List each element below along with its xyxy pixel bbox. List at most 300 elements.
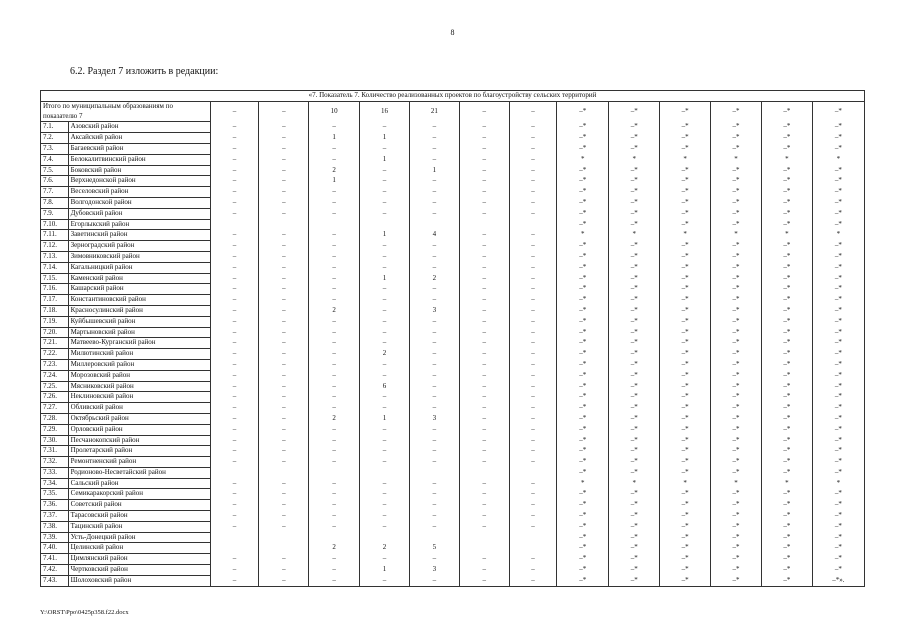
- value-cell: –: [459, 413, 509, 424]
- value-cell: –: [309, 154, 360, 165]
- value-cell: –: [259, 187, 309, 198]
- row-name: Кашарский район: [68, 284, 210, 295]
- value-cell: –*: [557, 176, 609, 187]
- value-cell: [259, 532, 309, 543]
- table-row: [41, 295, 865, 306]
- value-cell: –*: [812, 197, 864, 208]
- value-cell: –*: [609, 338, 660, 349]
- value-cell: 21: [409, 101, 459, 122]
- row-name: Тацинский район: [68, 521, 210, 532]
- value-cell: *: [812, 230, 864, 241]
- row-name: Шолоховский район: [68, 575, 210, 586]
- value-cell: –*: [557, 251, 609, 262]
- value-cell: –*: [812, 327, 864, 338]
- value-cell: –: [309, 241, 360, 252]
- value-cell: *: [761, 230, 812, 241]
- value-cell: –: [360, 370, 410, 381]
- row-code: 7.38.: [41, 521, 69, 532]
- value-cell: –: [409, 197, 459, 208]
- value-cell: –: [409, 457, 459, 468]
- value-cell: *: [711, 154, 762, 165]
- table-row: [41, 467, 865, 478]
- value-cell: –*: [761, 554, 812, 565]
- value-cell: –*: [761, 543, 812, 554]
- value-cell: –: [509, 575, 557, 586]
- value-cell: –*: [660, 284, 711, 295]
- value-cell: –*: [609, 381, 660, 392]
- value-cell: –: [509, 208, 557, 219]
- value-cell: –: [210, 478, 259, 489]
- value-cell: –: [309, 208, 360, 219]
- row-name: Усть-Донецкий район: [68, 532, 210, 543]
- value-cell: –*: [711, 457, 762, 468]
- value-cell: –: [509, 295, 557, 306]
- row-name: Белокалитвинский район: [68, 154, 210, 165]
- section-heading: 6.2. Раздел 7 изложить в редакции:: [70, 66, 219, 77]
- value-cell: [409, 467, 459, 478]
- row-code: 7.43.: [41, 575, 69, 586]
- value-cell: –*: [609, 176, 660, 187]
- value-cell: –*: [812, 554, 864, 565]
- value-cell: –: [459, 154, 509, 165]
- value-cell: –*: [557, 165, 609, 176]
- value-cell: –*: [609, 305, 660, 316]
- value-cell: [210, 467, 259, 478]
- value-cell: –*: [761, 176, 812, 187]
- row-name: Матвеево-Курганский район: [68, 338, 210, 349]
- table-row: [41, 532, 865, 543]
- value-cell: –: [459, 133, 509, 144]
- value-cell: –*: [557, 316, 609, 327]
- value-cell: –: [459, 327, 509, 338]
- value-cell: *: [609, 154, 660, 165]
- row-code: 7.14.: [41, 262, 69, 273]
- value-cell: –: [309, 370, 360, 381]
- row-code: 7.16.: [41, 284, 69, 295]
- value-cell: –: [360, 251, 410, 262]
- value-cell: –*: [609, 370, 660, 381]
- value-cell: –: [210, 251, 259, 262]
- value-cell: –*: [557, 187, 609, 198]
- value-cell: –: [509, 101, 557, 122]
- row-name: Кагальницкий район: [68, 262, 210, 273]
- value-cell: –: [259, 478, 309, 489]
- value-cell: *: [557, 478, 609, 489]
- value-cell: –*: [660, 219, 711, 230]
- value-cell: –*: [609, 424, 660, 435]
- table-row: [41, 521, 865, 532]
- value-cell: –: [259, 403, 309, 414]
- value-cell: –*: [812, 500, 864, 511]
- value-cell: –: [459, 251, 509, 262]
- value-cell: –: [259, 575, 309, 586]
- value-cell: –: [459, 316, 509, 327]
- value-cell: –: [360, 457, 410, 468]
- value-cell: –: [509, 446, 557, 457]
- value-cell: –*: [812, 403, 864, 414]
- value-cell: –: [210, 554, 259, 565]
- value-cell: –*: [812, 565, 864, 576]
- value-cell: –: [259, 500, 309, 511]
- value-cell: 1: [360, 273, 410, 284]
- value-cell: –: [509, 403, 557, 414]
- row-name: Боковский район: [68, 165, 210, 176]
- row-code: 7.2.: [41, 133, 69, 144]
- row-name: Зерноградский район: [68, 241, 210, 252]
- value-cell: [409, 532, 459, 543]
- row-code: 7.13.: [41, 251, 69, 262]
- value-cell: –*: [761, 413, 812, 424]
- value-cell: [459, 219, 509, 230]
- row-code: 7.21.: [41, 338, 69, 349]
- value-cell: –*: [557, 424, 609, 435]
- value-cell: –*: [711, 327, 762, 338]
- value-cell: –: [210, 262, 259, 273]
- value-cell: –*: [761, 381, 812, 392]
- table-row: [41, 500, 865, 511]
- table-row: [41, 165, 865, 176]
- value-cell: –: [409, 187, 459, 198]
- value-cell: –*: [609, 467, 660, 478]
- value-cell: –*: [660, 165, 711, 176]
- table-row: [41, 554, 865, 565]
- value-cell: 1: [360, 565, 410, 576]
- value-cell: –*: [609, 316, 660, 327]
- value-cell: –*: [660, 208, 711, 219]
- value-cell: –: [459, 457, 509, 468]
- table-row: [41, 133, 865, 144]
- value-cell: –*: [711, 338, 762, 349]
- value-cell: –: [360, 575, 410, 586]
- value-cell: –: [360, 241, 410, 252]
- value-cell: –: [360, 197, 410, 208]
- value-cell: –*: [711, 532, 762, 543]
- value-cell: –*: [609, 575, 660, 586]
- value-cell: 1: [309, 176, 360, 187]
- value-cell: –: [509, 273, 557, 284]
- table-row: [41, 273, 865, 284]
- row-code: 7.10.: [41, 219, 69, 230]
- value-cell: *: [711, 230, 762, 241]
- value-cell: –*: [557, 457, 609, 468]
- value-cell: –: [309, 262, 360, 273]
- value-cell: –: [259, 295, 309, 306]
- value-cell: [360, 467, 410, 478]
- value-cell: –: [409, 241, 459, 252]
- value-cell: –: [459, 424, 509, 435]
- value-cell: –: [509, 143, 557, 154]
- value-cell: –*: [660, 349, 711, 360]
- value-cell: 3: [409, 413, 459, 424]
- value-cell: –: [360, 176, 410, 187]
- value-cell: –: [509, 241, 557, 252]
- row-name: Аксайский район: [68, 133, 210, 144]
- value-cell: –*: [557, 338, 609, 349]
- value-cell: –*: [609, 187, 660, 198]
- value-cell: [210, 219, 259, 230]
- value-cell: –: [309, 575, 360, 586]
- value-cell: –*: [609, 241, 660, 252]
- value-cell: [509, 467, 557, 478]
- value-cell: –*: [660, 338, 711, 349]
- value-cell: –: [459, 122, 509, 133]
- value-cell: 2: [309, 413, 360, 424]
- value-cell: –: [409, 154, 459, 165]
- value-cell: –*: [711, 143, 762, 154]
- value-cell: –: [210, 338, 259, 349]
- value-cell: –: [309, 273, 360, 284]
- value-cell: –: [259, 565, 309, 576]
- value-cell: –: [210, 143, 259, 154]
- table-row: [41, 370, 865, 381]
- value-cell: –: [360, 359, 410, 370]
- value-cell: –*: [660, 403, 711, 414]
- value-cell: –*: [761, 284, 812, 295]
- value-cell: –*: [812, 284, 864, 295]
- value-cell: –*: [761, 392, 812, 403]
- value-cell: –*: [609, 327, 660, 338]
- table-row: [41, 154, 865, 165]
- value-cell: –: [309, 565, 360, 576]
- value-cell: –*: [812, 101, 864, 122]
- value-cell: –: [409, 143, 459, 154]
- value-cell: –*: [711, 133, 762, 144]
- value-cell: –: [259, 327, 309, 338]
- value-cell: –: [360, 165, 410, 176]
- value-cell: –*: [711, 370, 762, 381]
- value-cell: –*: [812, 316, 864, 327]
- value-cell: [259, 467, 309, 478]
- value-cell: –: [210, 101, 259, 122]
- value-cell: *: [609, 230, 660, 241]
- value-cell: –: [509, 316, 557, 327]
- value-cell: –: [509, 154, 557, 165]
- value-cell: –*: [557, 359, 609, 370]
- value-cell: –*: [609, 392, 660, 403]
- table-row: [41, 305, 865, 316]
- value-cell: –: [459, 143, 509, 154]
- row-name: Обливский район: [68, 403, 210, 414]
- value-cell: *: [660, 478, 711, 489]
- row-name: Цимлянский район: [68, 554, 210, 565]
- value-cell: –*: [557, 500, 609, 511]
- table-row: [41, 381, 865, 392]
- table-row: [41, 424, 865, 435]
- table-row: [41, 241, 865, 252]
- row-code: 7.41.: [41, 554, 69, 565]
- row-name: Егорлыкский район: [68, 219, 210, 230]
- row-name: Целинский район: [68, 543, 210, 554]
- value-cell: –*: [711, 489, 762, 500]
- value-cell: –: [259, 284, 309, 295]
- value-cell: –*: [557, 413, 609, 424]
- value-cell: –*: [711, 554, 762, 565]
- table-row: [41, 143, 865, 154]
- value-cell: –: [360, 327, 410, 338]
- table-row: [41, 478, 865, 489]
- value-cell: –: [309, 230, 360, 241]
- value-cell: –: [459, 208, 509, 219]
- row-code: 7.5.: [41, 165, 69, 176]
- value-cell: –*: [711, 262, 762, 273]
- value-cell: –*: [761, 489, 812, 500]
- value-cell: –: [259, 392, 309, 403]
- value-cell: 1: [409, 165, 459, 176]
- row-code: 7.3.: [41, 143, 69, 154]
- value-cell: –*: [761, 500, 812, 511]
- value-cell: –: [459, 305, 509, 316]
- table-row: [41, 338, 865, 349]
- value-cell: –: [309, 197, 360, 208]
- value-cell: –: [509, 349, 557, 360]
- value-cell: –*: [557, 133, 609, 144]
- row-code: 7.28.: [41, 413, 69, 424]
- value-cell: –: [259, 230, 309, 241]
- value-cell: *: [761, 154, 812, 165]
- row-name: Родионово-Несветайский район: [68, 467, 210, 478]
- value-cell: –*: [761, 370, 812, 381]
- value-cell: *: [812, 154, 864, 165]
- row-name: Морозовский район: [68, 370, 210, 381]
- value-cell: –*: [812, 338, 864, 349]
- value-cell: –*: [711, 349, 762, 360]
- value-cell: –: [509, 251, 557, 262]
- value-cell: –: [459, 489, 509, 500]
- value-cell: –: [259, 251, 309, 262]
- value-cell: –*: [609, 295, 660, 306]
- value-cell: 2: [309, 543, 360, 554]
- value-cell: –*: [812, 208, 864, 219]
- value-cell: –: [259, 338, 309, 349]
- value-cell: –*: [557, 392, 609, 403]
- value-cell: –*: [711, 500, 762, 511]
- value-cell: –: [309, 403, 360, 414]
- value-cell: –*: [711, 187, 762, 198]
- value-cell: –*: [761, 187, 812, 198]
- table-row: [41, 176, 865, 187]
- value-cell: –: [259, 241, 309, 252]
- value-cell: –*: [660, 457, 711, 468]
- value-cell: –: [360, 295, 410, 306]
- value-cell: –: [409, 176, 459, 187]
- value-cell: –*: [711, 295, 762, 306]
- value-cell: –: [210, 381, 259, 392]
- value-cell: –*: [660, 187, 711, 198]
- value-cell: –*: [812, 435, 864, 446]
- value-cell: –: [210, 413, 259, 424]
- value-cell: –: [360, 403, 410, 414]
- value-cell: –*: [812, 424, 864, 435]
- value-cell: –*: [609, 122, 660, 133]
- row-code: 7.19.: [41, 316, 69, 327]
- value-cell: –*: [609, 197, 660, 208]
- value-cell: –: [459, 197, 509, 208]
- indicator-table: [40, 90, 865, 587]
- value-cell: –: [210, 457, 259, 468]
- value-cell: *: [711, 478, 762, 489]
- value-cell: –: [360, 122, 410, 133]
- value-cell: –: [309, 457, 360, 468]
- value-cell: –: [509, 165, 557, 176]
- table-row: [41, 262, 865, 273]
- value-cell: 16: [360, 101, 410, 122]
- value-cell: 3: [409, 565, 459, 576]
- value-cell: –: [309, 500, 360, 511]
- value-cell: –: [259, 413, 309, 424]
- row-name: Неклиновский район: [68, 392, 210, 403]
- value-cell: –*: [609, 521, 660, 532]
- value-cell: –: [459, 392, 509, 403]
- value-cell: –*».: [812, 575, 864, 586]
- table-row: [41, 446, 865, 457]
- value-cell: –*: [660, 316, 711, 327]
- value-cell: –: [509, 424, 557, 435]
- value-cell: [210, 543, 259, 554]
- value-cell: –: [360, 208, 410, 219]
- table-row: [41, 511, 865, 522]
- value-cell: –*: [812, 511, 864, 522]
- value-cell: –*: [711, 543, 762, 554]
- value-cell: –*: [557, 197, 609, 208]
- value-cell: –: [210, 511, 259, 522]
- row-name: Константиновский район: [68, 295, 210, 306]
- value-cell: –*: [812, 392, 864, 403]
- value-cell: –*: [711, 392, 762, 403]
- table-row: [41, 413, 865, 424]
- value-cell: 2: [409, 273, 459, 284]
- value-cell: –*: [812, 457, 864, 468]
- row-name: Пролетарский район: [68, 446, 210, 457]
- row-code: 7.36.: [41, 500, 69, 511]
- value-cell: 1: [360, 133, 410, 144]
- row-name: Орловский район: [68, 424, 210, 435]
- value-cell: –*: [812, 370, 864, 381]
- value-cell: –*: [557, 565, 609, 576]
- value-cell: 4: [409, 230, 459, 241]
- value-cell: –*: [660, 446, 711, 457]
- value-cell: 5: [409, 543, 459, 554]
- value-cell: –*: [761, 165, 812, 176]
- value-cell: –*: [711, 176, 762, 187]
- value-cell: –*: [812, 489, 864, 500]
- value-cell: –: [459, 338, 509, 349]
- value-cell: –: [210, 154, 259, 165]
- value-cell: –: [459, 359, 509, 370]
- value-cell: –*: [711, 413, 762, 424]
- value-cell: –: [459, 187, 509, 198]
- page-number: 8: [450, 28, 455, 37]
- value-cell: –: [409, 327, 459, 338]
- table-row: [41, 251, 865, 262]
- value-cell: –*: [557, 575, 609, 586]
- value-cell: –*: [557, 208, 609, 219]
- value-cell: –*: [711, 424, 762, 435]
- value-cell: 2: [309, 165, 360, 176]
- row-name: Красносулинский район: [68, 305, 210, 316]
- value-cell: –: [259, 122, 309, 133]
- value-cell: –: [509, 413, 557, 424]
- value-cell: –*: [761, 208, 812, 219]
- value-cell: –: [409, 338, 459, 349]
- value-cell: –*: [812, 122, 864, 133]
- value-cell: –: [309, 435, 360, 446]
- value-cell: –: [409, 489, 459, 500]
- value-cell: –*: [609, 446, 660, 457]
- table-row: [41, 435, 865, 446]
- row-code: 7.20.: [41, 327, 69, 338]
- value-cell: –*: [557, 241, 609, 252]
- value-cell: –*: [660, 424, 711, 435]
